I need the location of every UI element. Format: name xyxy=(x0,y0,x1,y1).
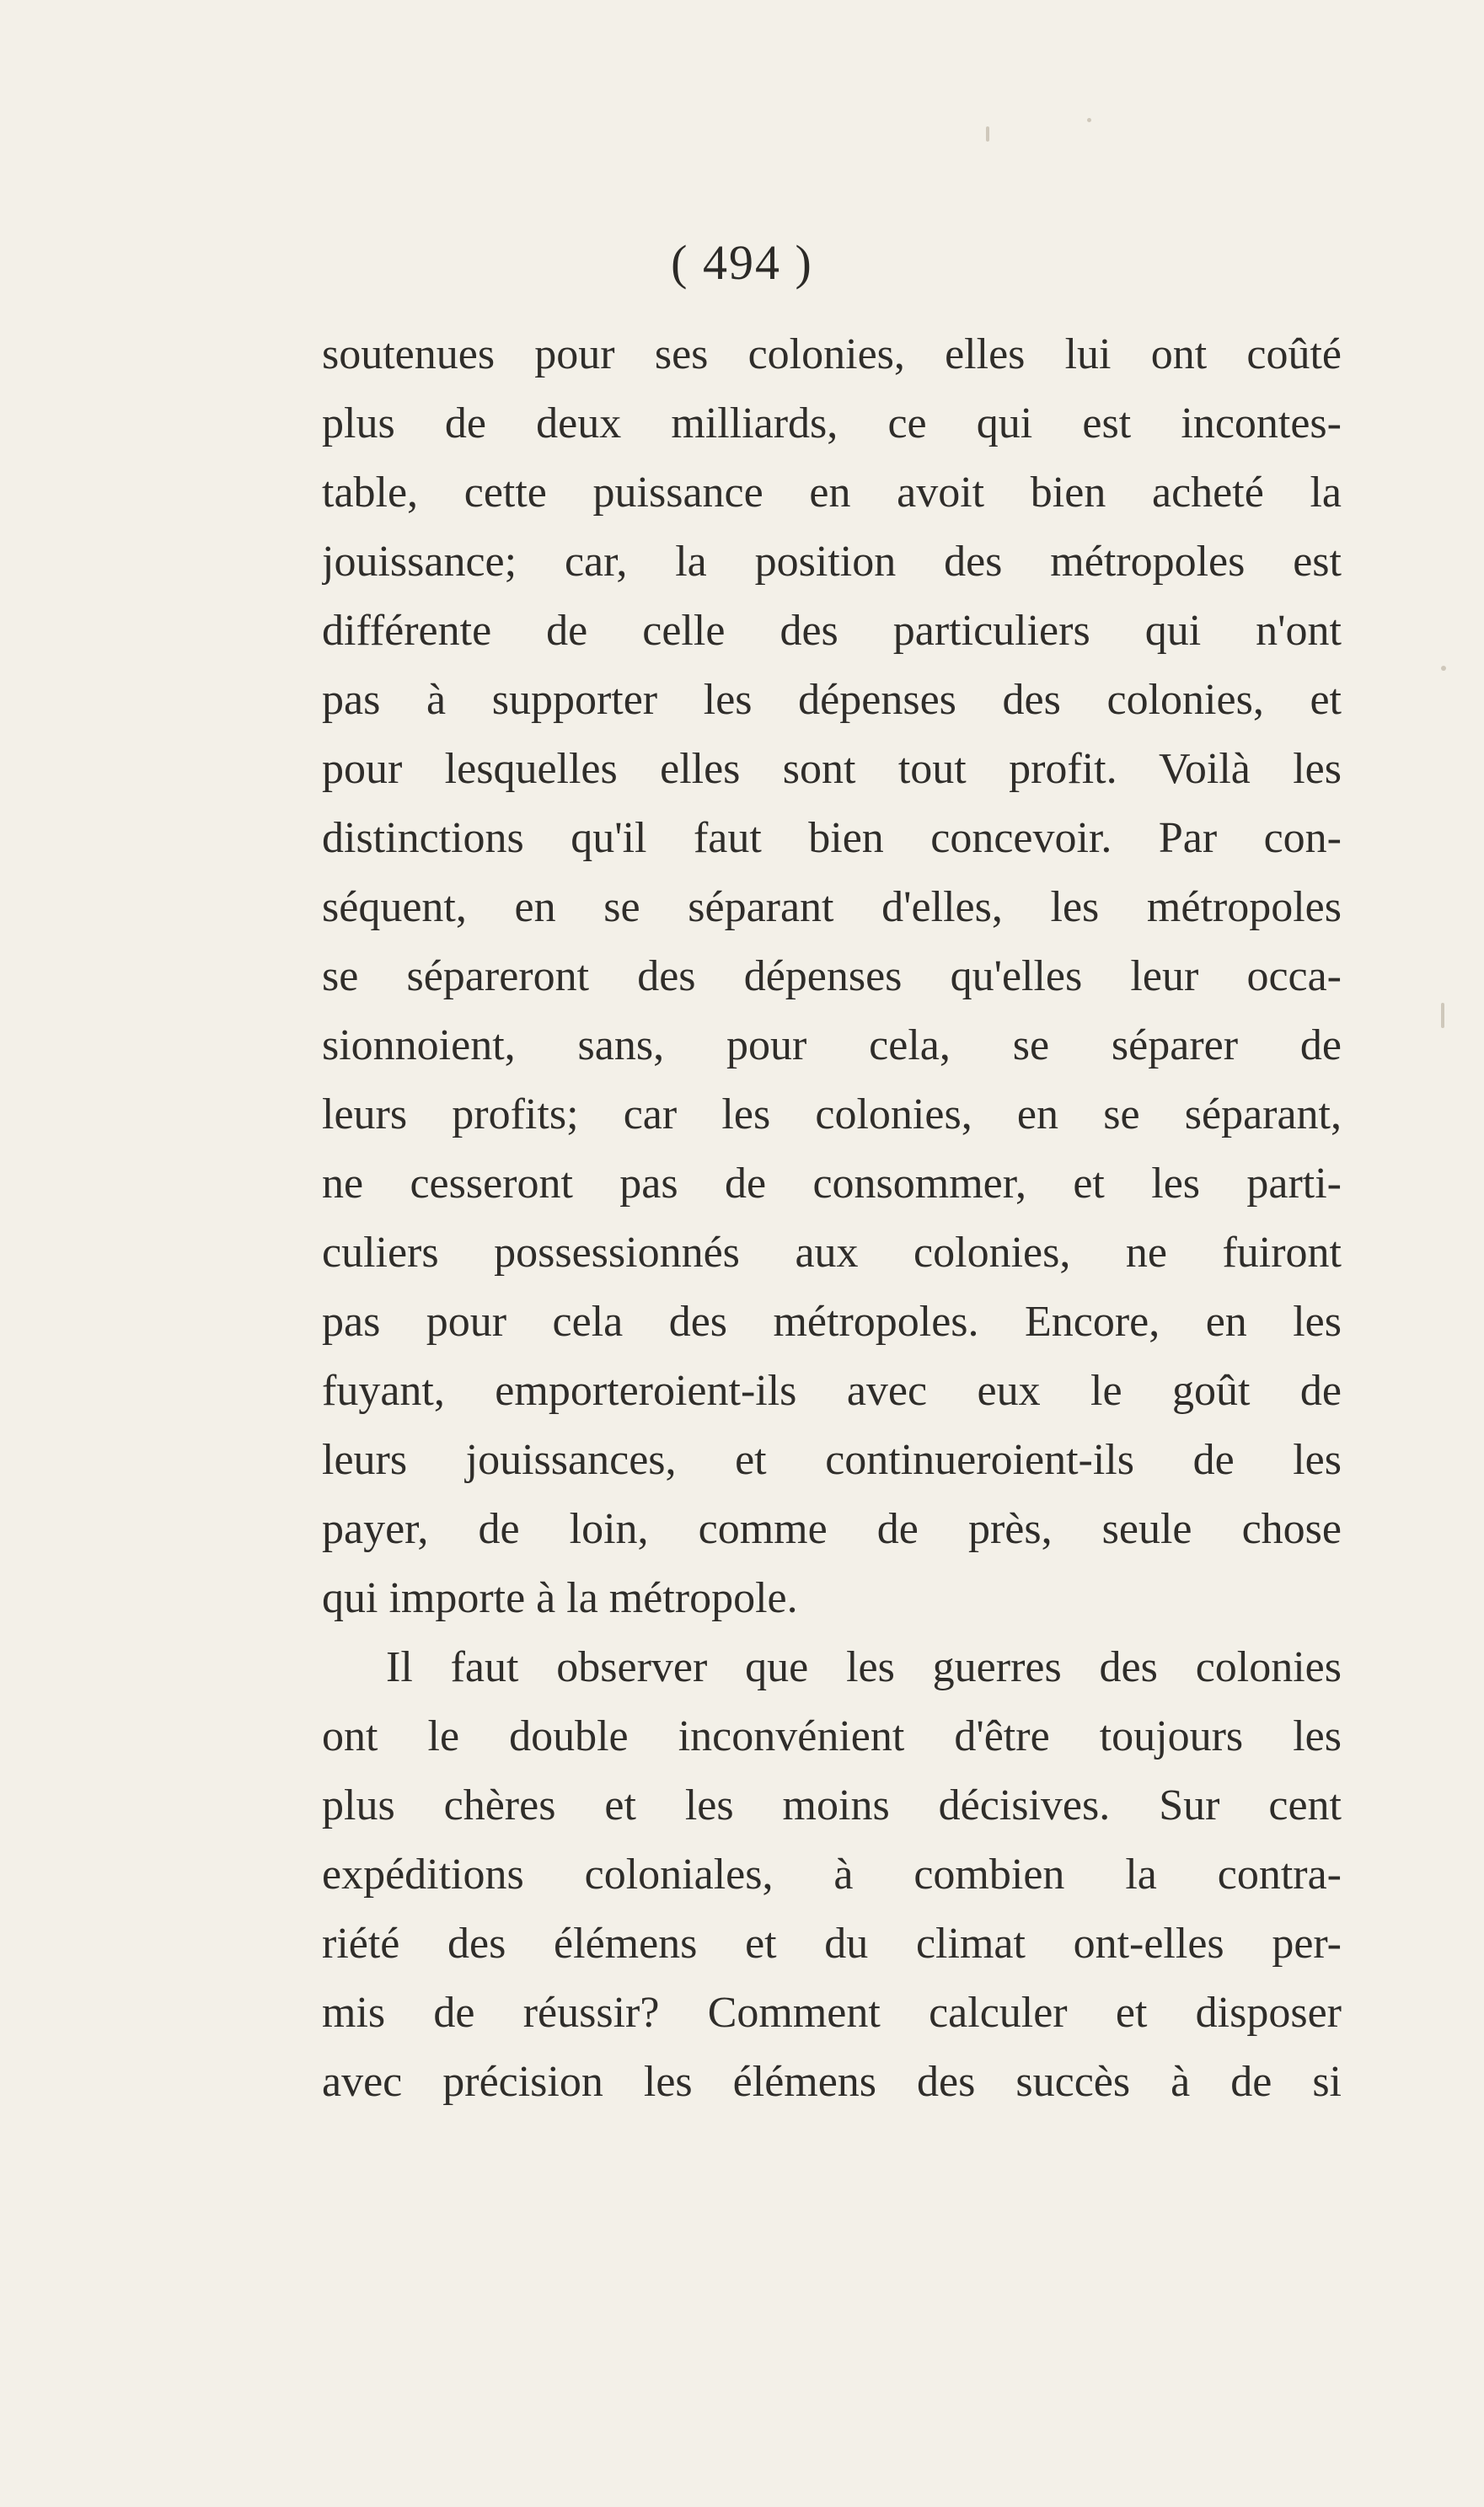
text-line: payer, de loin, comme de près, seule chose xyxy=(322,1505,1342,1553)
text-line: sionnoient, sans, pour cela, se séparer de xyxy=(322,1021,1342,1069)
text-line: fuyant, emporteroient-ils avec eux le goût de xyxy=(322,1367,1342,1415)
paper-speck xyxy=(1441,1003,1444,1028)
paper-speck xyxy=(986,126,989,142)
text-line: plus de deux milliards, ce qui est incontes- xyxy=(322,399,1342,447)
text-line: plus chères et les moins décisives. Sur cent xyxy=(322,1781,1342,1829)
text-line: distinctions qu'il faut bien concevoir. Par con- xyxy=(322,814,1342,862)
text-line: soutenues pour ses colonies, elles lui ont coûté xyxy=(322,330,1342,378)
text-line: expéditions coloniales, à combien la contra- xyxy=(322,1851,1342,1899)
text-line: leurs jouissances, et continueroient-ils de les xyxy=(322,1436,1342,1484)
paper-speck xyxy=(1087,118,1091,122)
text-line: ont le double inconvénient d'être toujours les xyxy=(322,1712,1342,1760)
text-line: pour lesquelles elles sont tout profit. Voilà les xyxy=(322,745,1342,793)
paragraph-start-line: Il faut observer que les guerres des colonies xyxy=(386,1643,1342,1691)
text-line: jouissance; car, la position des métropoles est xyxy=(322,538,1342,586)
text-line: mis de réussir? Comment calculer et disposer xyxy=(322,1989,1342,2037)
text-line: leurs profits; car les colonies, en se séparant, xyxy=(322,1090,1342,1138)
text-line: différente de celle des particuliers qui n'ont xyxy=(322,607,1342,655)
text-line: se sépareront des dépenses qu'elles leur occa- xyxy=(322,952,1342,1000)
text-line: riété des élémens et du climat ont-elles per- xyxy=(322,1920,1342,1968)
text-line: culiers possessionnés aux colonies, ne fuiront xyxy=(322,1229,1342,1277)
text-line: ne cesseront pas de consommer, et les parti- xyxy=(322,1160,1342,1208)
text-line: pas pour cela des métropoles. Encore, en les xyxy=(322,1298,1342,1346)
text-line: table, cette puissance en avoit bien acheté la xyxy=(322,469,1342,517)
text-line: séquent, en se séparant d'elles, les métropoles xyxy=(322,883,1342,931)
paragraph-end-line: qui importe à la métropole. xyxy=(322,1574,798,1622)
text-line: pas à supporter les dépenses des colonies, et xyxy=(322,676,1342,724)
text-line: avec précision les élémens des succès à de si xyxy=(322,2058,1342,2106)
page-number: ( 494 ) xyxy=(671,235,813,290)
paper-speck xyxy=(1441,666,1446,671)
body-text xyxy=(322,320,1342,2117)
